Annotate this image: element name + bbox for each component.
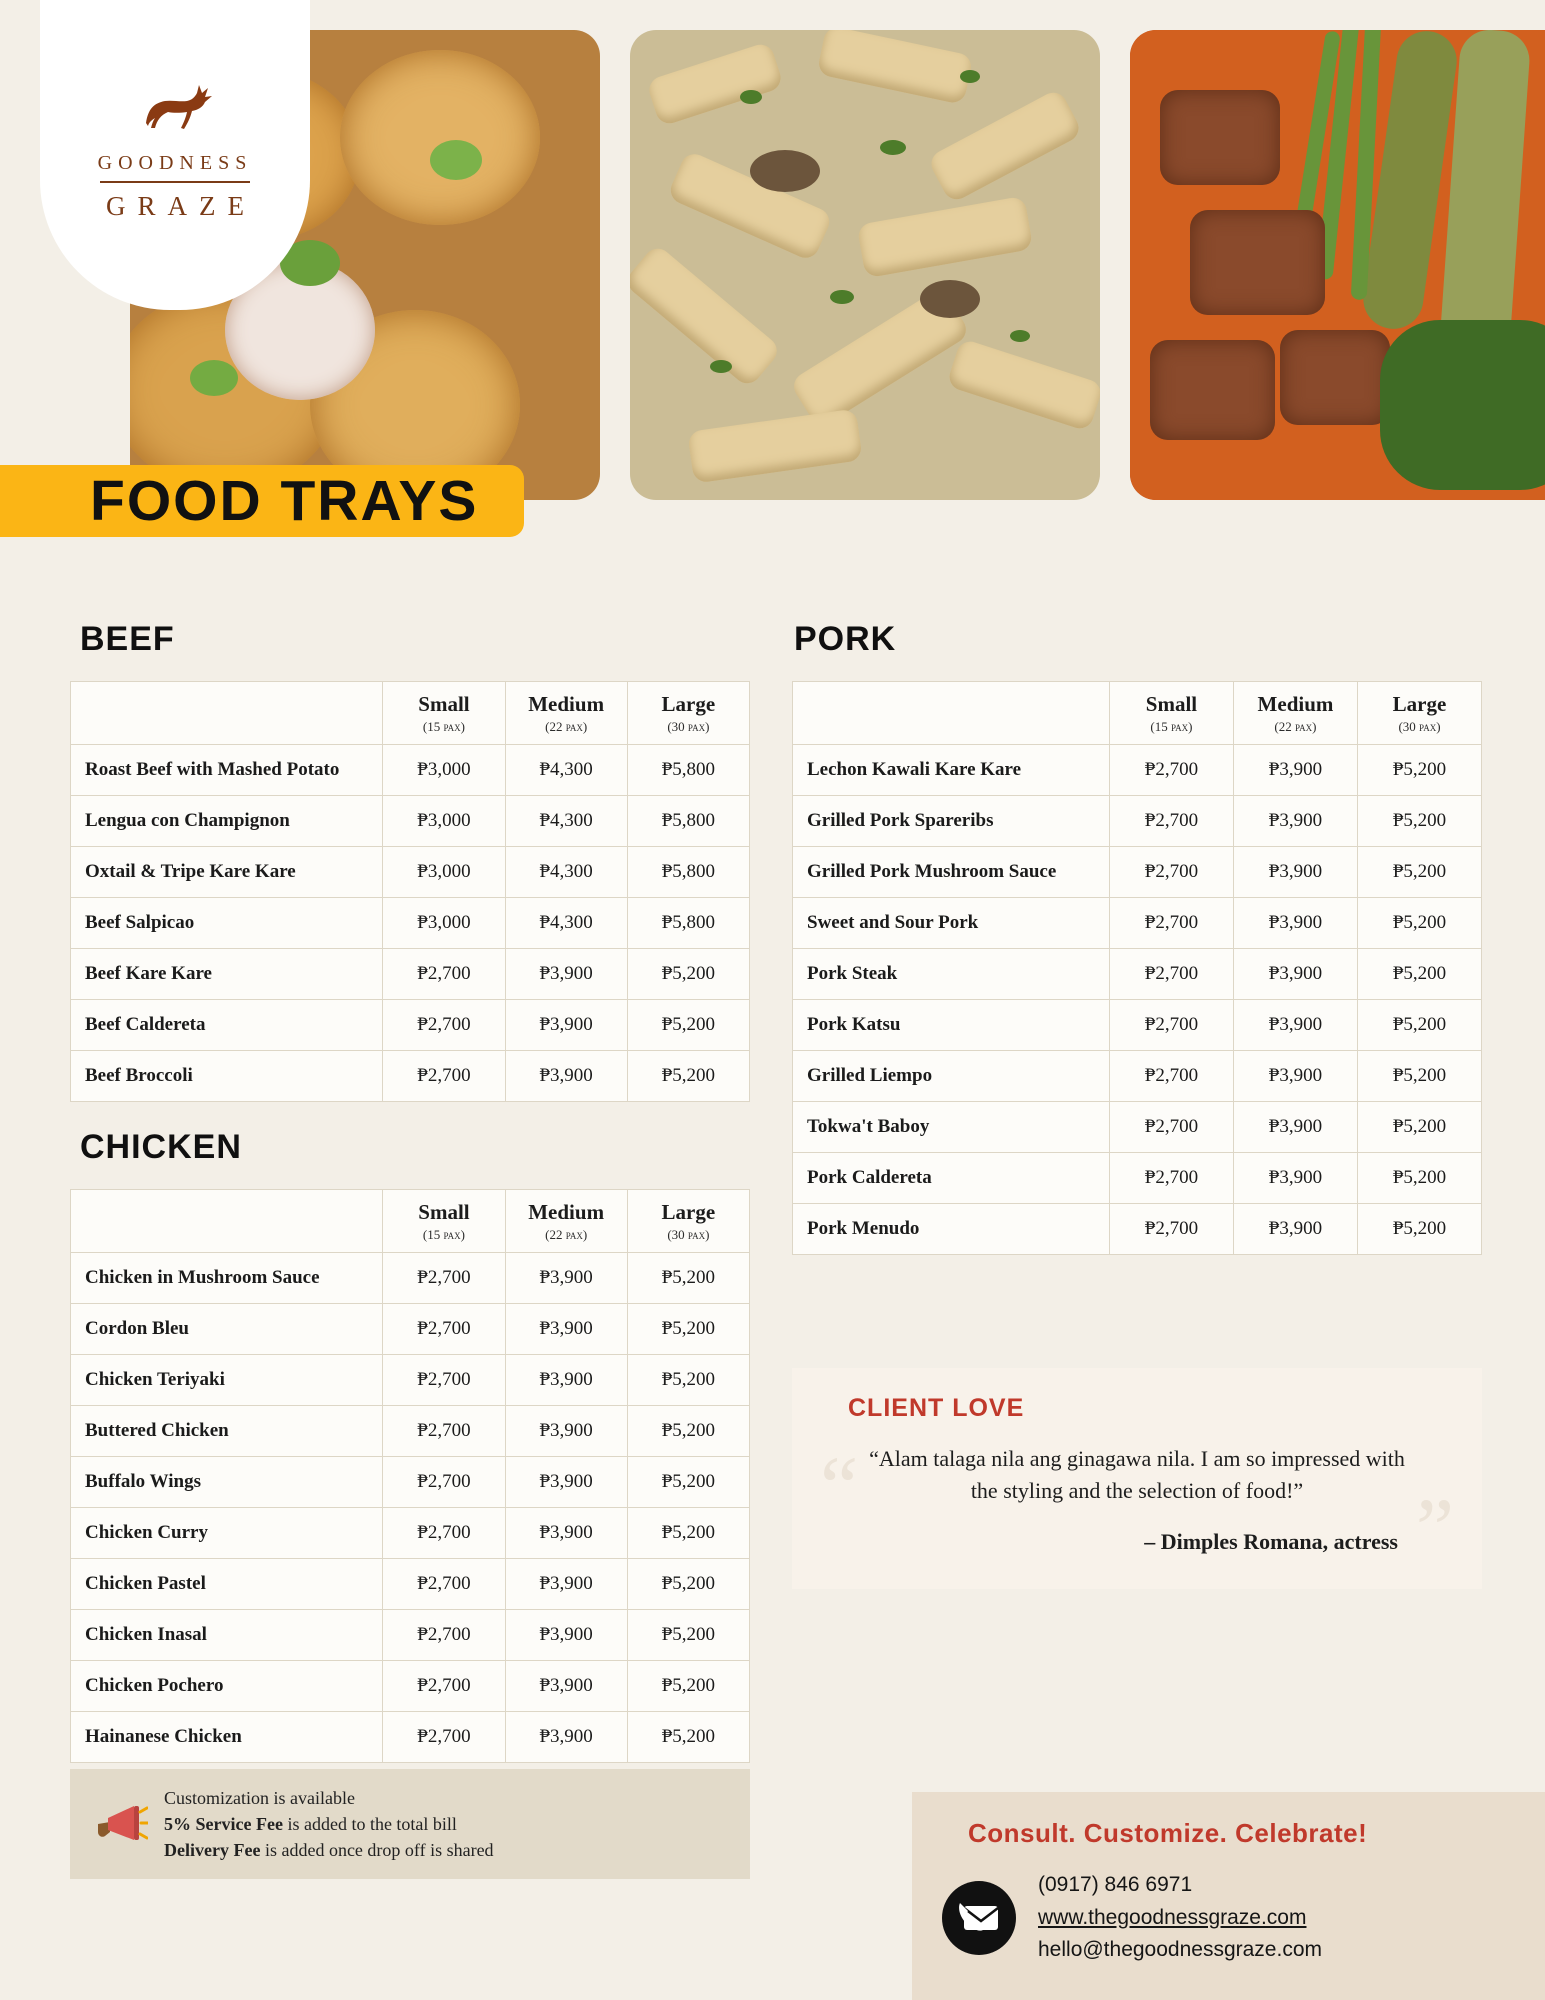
item-name: Chicken in Mushroom Sauce xyxy=(71,1253,383,1304)
price-small: ₱2,700 xyxy=(1109,745,1233,796)
price-medium: ₱3,900 xyxy=(1233,1153,1357,1204)
table-row xyxy=(71,1508,750,1559)
brand-name-line2: GRAZE xyxy=(106,190,256,221)
beef-table-body xyxy=(71,745,750,1102)
table-row xyxy=(71,1712,750,1763)
price-medium: ₱3,900 xyxy=(1233,1204,1357,1255)
contact-lines xyxy=(1038,1869,1322,1967)
price-small: ₱2,700 xyxy=(383,949,505,1000)
price-large: ₱5,800 xyxy=(627,898,749,949)
price-medium: ₱3,900 xyxy=(1233,847,1357,898)
item-name: Chicken Pochero xyxy=(71,1661,383,1712)
item-name: Chicken Inasal xyxy=(71,1610,383,1661)
quote-close-icon: ” xyxy=(1415,1480,1454,1576)
table-row xyxy=(71,1406,750,1457)
price-small: ₱2,700 xyxy=(1109,1051,1233,1102)
item-name: Buffalo Wings xyxy=(71,1457,383,1508)
header-medium: Medium (22 pax) xyxy=(505,682,627,745)
price-large: ₱5,200 xyxy=(627,1610,749,1661)
table-row xyxy=(71,745,750,796)
item-name: Lengua con Champignon xyxy=(71,796,383,847)
table-header-row xyxy=(793,682,1482,745)
client-quote-author: – Dimples Romana, actress xyxy=(1144,1528,1398,1554)
price-large: ₱5,200 xyxy=(1357,1000,1481,1051)
page-title: FOOD TRAYS xyxy=(90,469,479,533)
quote-open-icon: “ xyxy=(820,1438,859,1534)
price-medium: ₱3,900 xyxy=(505,1051,627,1102)
price-medium: ₱3,900 xyxy=(1233,1051,1357,1102)
item-name: Hainanese Chicken xyxy=(71,1712,383,1763)
header-small: Small (15 pax) xyxy=(383,682,505,745)
chicken-table-body xyxy=(71,1253,750,1763)
price-large: ₱5,200 xyxy=(1357,1153,1481,1204)
kare-kare-photo xyxy=(1130,30,1545,500)
price-large: ₱5,200 xyxy=(627,949,749,1000)
price-large: ₱5,200 xyxy=(627,1661,749,1712)
chicken-price-table xyxy=(70,1189,750,1763)
price-small: ₱2,700 xyxy=(1109,1000,1233,1051)
note-line-1: Customization is available xyxy=(164,1788,355,1808)
price-small: ₱2,700 xyxy=(383,1661,505,1712)
item-name: Chicken Pastel xyxy=(71,1559,383,1610)
price-large: ₱5,200 xyxy=(1357,949,1481,1000)
header-large: Large (30 pax) xyxy=(627,1190,749,1253)
note-line-3 xyxy=(164,1837,494,1863)
price-small: ₱2,700 xyxy=(1109,949,1233,1000)
table-row xyxy=(71,1559,750,1610)
header-small: Small (15 pax) xyxy=(1109,682,1233,745)
price-large: ₱5,200 xyxy=(1357,1051,1481,1102)
item-name: Pork Menudo xyxy=(793,1204,1110,1255)
price-medium: ₱3,900 xyxy=(505,1610,627,1661)
table-row xyxy=(71,949,750,1000)
hero-banner xyxy=(0,0,1545,533)
client-quote: “Alam talaga nila ang ginagawa nila. I am so impressed with the styling and the selection of food!” xyxy=(869,1446,1405,1503)
price-large: ₱5,200 xyxy=(1357,847,1481,898)
customization-note xyxy=(70,1769,750,1879)
price-small: ₱2,700 xyxy=(383,1355,505,1406)
price-large: ₱5,200 xyxy=(1357,796,1481,847)
deer-icon xyxy=(132,79,218,140)
price-large: ₱5,200 xyxy=(627,1253,749,1304)
table-row xyxy=(793,796,1482,847)
price-medium: ₱3,900 xyxy=(1233,1000,1357,1051)
contact-email[interactable]: hello@thegoodnessgraze.com xyxy=(1038,1938,1322,1962)
price-large: ₱5,800 xyxy=(627,745,749,796)
price-medium: ₱3,900 xyxy=(505,1000,627,1051)
price-large: ₱5,200 xyxy=(627,1457,749,1508)
price-small: ₱2,700 xyxy=(383,1457,505,1508)
pork-table-body xyxy=(793,745,1482,1255)
price-medium: ₱3,900 xyxy=(1233,745,1357,796)
note-line-2-bold: 5% Service Fee xyxy=(164,1814,283,1835)
table-header-row xyxy=(71,682,750,745)
page-title-band xyxy=(0,465,524,537)
price-medium: ₱4,300 xyxy=(505,847,627,898)
price-medium: ₱3,900 xyxy=(505,1457,627,1508)
hero-photo-strip xyxy=(130,30,1545,500)
header-small: Small (15 pax) xyxy=(383,1190,505,1253)
contact-phone[interactable]: (0917) 846 6971 xyxy=(1038,1873,1193,1896)
section-heading-pork: PORK xyxy=(794,620,897,658)
item-name: Chicken Curry xyxy=(71,1508,383,1559)
price-medium: ₱3,900 xyxy=(505,1559,627,1610)
header-blank xyxy=(71,682,383,745)
item-name: Roast Beef with Mashed Potato xyxy=(71,745,383,796)
price-large: ₱5,200 xyxy=(1357,1102,1481,1153)
price-large: ₱5,200 xyxy=(627,1712,749,1763)
price-large: ₱5,200 xyxy=(1357,745,1481,796)
price-small: ₱2,700 xyxy=(1109,847,1233,898)
price-medium: ₱4,300 xyxy=(505,745,627,796)
note-line-2-rest: is added to the total bill xyxy=(282,1814,457,1835)
header-blank xyxy=(793,682,1110,745)
header-blank xyxy=(71,1190,383,1253)
price-large: ₱5,200 xyxy=(627,1355,749,1406)
price-small: ₱2,700 xyxy=(1109,1204,1233,1255)
note-lines xyxy=(164,1785,494,1863)
item-name: Chicken Teriyaki xyxy=(71,1355,383,1406)
contact-panel xyxy=(912,1792,1545,2000)
price-small: ₱2,700 xyxy=(383,1000,505,1051)
price-small: ₱3,000 xyxy=(383,847,505,898)
price-large: ₱5,200 xyxy=(627,1406,749,1457)
price-large: ₱5,200 xyxy=(1357,898,1481,949)
price-medium: ₱3,900 xyxy=(505,1661,627,1712)
table-row xyxy=(71,1253,750,1304)
table-header-row xyxy=(71,1190,750,1253)
price-medium: ₱3,900 xyxy=(505,949,627,1000)
table-row xyxy=(793,1051,1482,1102)
price-small: ₱2,700 xyxy=(383,1610,505,1661)
table-row xyxy=(71,796,750,847)
pasta-photo xyxy=(630,30,1100,500)
beef-price-table xyxy=(70,681,750,1102)
megaphone-icon xyxy=(90,1798,148,1851)
table-row xyxy=(793,847,1482,898)
contact-website[interactable]: www.thegoodnessgraze.com xyxy=(1038,1905,1307,1929)
phone-envelope-icon xyxy=(942,1881,1016,1955)
item-name: Pork Caldereta xyxy=(793,1153,1110,1204)
price-small: ₱2,700 xyxy=(383,1304,505,1355)
price-small: ₱2,700 xyxy=(1109,796,1233,847)
table-row xyxy=(793,1102,1482,1153)
item-name: Buttered Chicken xyxy=(71,1406,383,1457)
price-medium: ₱3,900 xyxy=(1233,949,1357,1000)
header-large: Large (30 pax) xyxy=(627,682,749,745)
price-medium: ₱3,900 xyxy=(505,1406,627,1457)
price-medium: ₱3,900 xyxy=(505,1355,627,1406)
client-love-heading: CLIENT LOVE xyxy=(848,1394,1025,1422)
price-large: ₱5,200 xyxy=(627,1051,749,1102)
table-row xyxy=(71,1661,750,1712)
price-medium: ₱3,900 xyxy=(505,1712,627,1763)
table-row xyxy=(71,1610,750,1661)
item-name: Beef Caldereta xyxy=(71,1000,383,1051)
item-name: Grilled Liempo xyxy=(793,1051,1110,1102)
header-medium: Medium (22 pax) xyxy=(505,1190,627,1253)
price-medium: ₱3,900 xyxy=(505,1253,627,1304)
table-row xyxy=(71,847,750,898)
price-small: ₱3,000 xyxy=(383,898,505,949)
price-large: ₱5,800 xyxy=(627,847,749,898)
item-name: Grilled Pork Spareribs xyxy=(793,796,1110,847)
price-small: ₱2,700 xyxy=(1109,1153,1233,1204)
note-line-3-bold: Delivery Fee xyxy=(164,1840,261,1861)
price-small: ₱2,700 xyxy=(383,1051,505,1102)
table-row xyxy=(793,1000,1482,1051)
price-small: ₱2,700 xyxy=(1109,1102,1233,1153)
brand-logo-card xyxy=(40,0,310,310)
header-medium: Medium (22 pax) xyxy=(1233,682,1357,745)
item-name: Pork Katsu xyxy=(793,1000,1110,1051)
price-large: ₱5,200 xyxy=(627,1559,749,1610)
client-love-panel xyxy=(792,1368,1482,1589)
table-row xyxy=(71,1355,750,1406)
price-small: ₱2,700 xyxy=(1109,898,1233,949)
table-row xyxy=(793,1153,1482,1204)
price-large: ₱5,200 xyxy=(627,1508,749,1559)
price-medium: ₱3,900 xyxy=(1233,1102,1357,1153)
section-heading-chicken: CHICKEN xyxy=(80,1128,242,1166)
price-medium: ₱3,900 xyxy=(505,1304,627,1355)
price-large: ₱5,200 xyxy=(627,1304,749,1355)
header-large: Large (30 pax) xyxy=(1357,682,1481,745)
price-small: ₱2,700 xyxy=(383,1406,505,1457)
contact-heading: Consult. Customize. Celebrate! xyxy=(968,1818,1368,1848)
price-large: ₱5,800 xyxy=(627,796,749,847)
table-row xyxy=(793,745,1482,796)
note-line-3-rest: is added once drop off is shared xyxy=(260,1840,494,1861)
table-row xyxy=(793,898,1482,949)
price-large: ₱5,200 xyxy=(1357,1204,1481,1255)
price-small: ₱3,000 xyxy=(383,745,505,796)
note-line-2 xyxy=(164,1811,494,1837)
price-medium: ₱3,900 xyxy=(505,1508,627,1559)
item-name: Tokwa't Baboy xyxy=(793,1102,1110,1153)
item-name: Sweet and Sour Pork xyxy=(793,898,1110,949)
item-name: Grilled Pork Mushroom Sauce xyxy=(793,847,1110,898)
table-row xyxy=(71,898,750,949)
table-row xyxy=(793,1204,1482,1255)
item-name: Oxtail & Tripe Kare Kare xyxy=(71,847,383,898)
item-name: Beef Salpicao xyxy=(71,898,383,949)
pork-price-table xyxy=(792,681,1482,1255)
item-name: Beef Kare Kare xyxy=(71,949,383,1000)
price-medium: ₱4,300 xyxy=(505,796,627,847)
price-small: ₱3,000 xyxy=(383,796,505,847)
item-name: Pork Steak xyxy=(793,949,1110,1000)
item-name: Beef Broccoli xyxy=(71,1051,383,1102)
price-medium: ₱3,900 xyxy=(1233,898,1357,949)
table-row xyxy=(71,1000,750,1051)
price-medium: ₱4,300 xyxy=(505,898,627,949)
left-column xyxy=(70,620,750,1879)
table-row xyxy=(71,1304,750,1355)
item-name: Cordon Bleu xyxy=(71,1304,383,1355)
table-row xyxy=(71,1457,750,1508)
table-row xyxy=(793,949,1482,1000)
brand-divider xyxy=(100,181,250,183)
price-small: ₱2,700 xyxy=(383,1559,505,1610)
price-small: ₱2,700 xyxy=(383,1712,505,1763)
price-small: ₱2,700 xyxy=(383,1253,505,1304)
brand-name-line1: GOODNESS xyxy=(97,151,253,174)
price-medium: ₱3,900 xyxy=(1233,796,1357,847)
item-name: Lechon Kawali Kare Kare xyxy=(793,745,1110,796)
section-heading-beef: BEEF xyxy=(80,620,175,658)
price-large: ₱5,200 xyxy=(627,1000,749,1051)
right-column xyxy=(792,620,1482,1255)
price-small: ₱2,700 xyxy=(383,1508,505,1559)
table-row xyxy=(71,1051,750,1102)
contact-row xyxy=(942,1869,1545,1967)
